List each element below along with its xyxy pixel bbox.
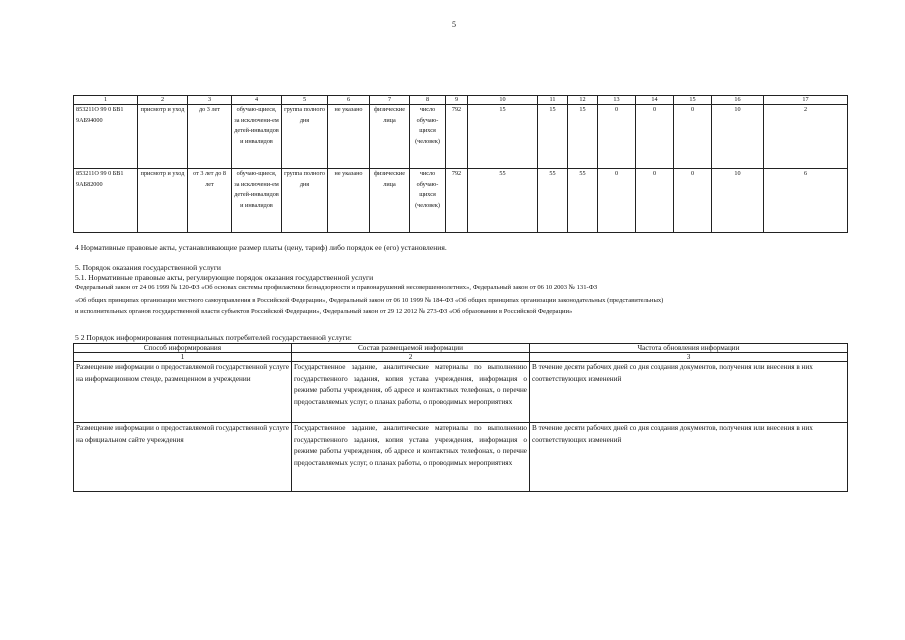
service-name: присмотр и уход [138,105,188,169]
value-year-3: 15 [568,105,598,169]
service-name: присмотр и уход [138,169,188,233]
condition: не указано [328,169,370,233]
column-number: 3 [188,96,232,105]
column-number: 1 [74,96,138,105]
page-number: 5 [452,20,456,29]
table-header-row [74,96,848,105]
value-year-1: 15 [468,105,538,169]
table-row [74,423,848,492]
value-year-3: 55 [568,169,598,233]
indicators-table [73,95,848,233]
age-group: от 3 лет до 8 лет [188,169,232,233]
stay-mode: группа полного дня [282,105,328,169]
information-content: Государственное задание, аналитические материалы по выполнению государственного задания, копия устава учреждения, информация о режиме работы учреждения, об адресе и контактных телефонах, о перечне предоставляемых услуг, о планах работы, о проводимых мероприятиях [292,423,530,492]
informing-table [73,343,848,492]
column-number: 13 [598,96,636,105]
deviation-absolute: 2 [764,105,848,169]
table-header-row [74,344,848,353]
law-text-line: Федеральный закон от 24 06 1999 № 120-ФЗ «Об основах системы профилактики безнадзорности и правонарушений несовершеннолетних», Федеральный закон от 06 10 2003 № 131-ФЗ [75,284,598,291]
column-number: 14 [636,96,674,105]
column-number: 9 [446,96,468,105]
section-4-heading: 4 Нормативные правовые акты, устанавливающие размер платы (цену, тариф) либо порядок ее (его) установления. [75,243,447,252]
age-group: до 3 лет [188,105,232,169]
fee-year-1: 0 [598,105,636,169]
update-frequency: В течение десяти рабочих дней со дня создания документов, получения или внесения в них соответствующих изменений [530,423,848,492]
okei-code: 792 [446,105,468,169]
consumer-category: обучаю-щиеся, за исключени-ем детей-инвалидов и инвалидов [232,105,282,169]
column-number: 1 [74,353,292,362]
okei-code: 792 [446,169,468,233]
column-header: Способ информирования [74,344,292,353]
value-year-1: 55 [468,169,538,233]
indicator-name: число обучаю-щихся (человек) [410,105,446,169]
column-number: 16 [712,96,764,105]
section-5-1-heading: 5.1. Нормативные правовые акты, регулирующие порядок оказания государственной услуги [75,273,374,282]
column-number: 6 [328,96,370,105]
fee-year-2: 0 [636,169,674,233]
indicator-name: число обучаю-щихся (человек) [410,169,446,233]
stay-mode: группа полного дня [282,169,328,233]
registry-code: 853211О 99 0 БВ1 9АБ82000 [74,169,138,233]
column-number: 15 [674,96,712,105]
column-number: 10 [468,96,538,105]
law-text-line: и исполнительных органов государственной власти субъектов Российской Федерации», Федеральный закон от 29 12 2012 № 273-ФЗ «Об образовании в Российской Федерации» [75,308,573,315]
column-header: Состав размещаемой информации [292,344,530,353]
fee-year-2: 0 [636,105,674,169]
column-number: 8 [410,96,446,105]
column-number: 2 [138,96,188,105]
table-row [74,362,848,423]
informing-method: Размещение информации о предоставляемой государственной услуге на информационном стенде, размещенном в учреждении [74,362,292,423]
value-year-2: 15 [538,105,568,169]
table-row [74,169,848,233]
column-number: 17 [764,96,848,105]
table-number-row [74,353,848,362]
column-number: 2 [292,353,530,362]
column-number: 5 [282,96,328,105]
column-number: 12 [568,96,598,105]
deviation-percent: 10 [712,169,764,233]
table-row [74,105,848,169]
deviation-percent: 10 [712,105,764,169]
column-number: 4 [232,96,282,105]
consumer-type: физические лица [370,169,410,233]
fee-year-3: 0 [674,169,712,233]
fee-year-1: 0 [598,169,636,233]
consumer-type: физические лица [370,105,410,169]
law-text-line: «Об общих принципах организации местного самоуправления в Российской Федерации», Федеральный закон от 06 10 1999 № 184-ФЗ «Об общих принципах организации законодательных (представительных) [75,297,664,304]
value-year-2: 55 [538,169,568,233]
condition: не указано [328,105,370,169]
section-5-2-heading: 5 2 Порядок информирования потенциальных потребителей государственной услуги: [75,333,352,342]
informing-method: Размещение информации о предоставляемой государственной услуге на официальном сайте учреждения [74,423,292,492]
column-number: 11 [538,96,568,105]
consumer-category: обучаю-щиеся, за исключени-ем детей-инвалидов и инвалидов [232,169,282,233]
information-content: Государственное задание, аналитические материалы по выполнению государственного задания, копия устава учреждения, информация о режиме работы учреждения, об адресе и контактных телефонах, о перечне предоставляемых услуг, о планах работы, о проводимых мероприятиях [292,362,530,423]
column-number: 7 [370,96,410,105]
fee-year-3: 0 [674,105,712,169]
deviation-absolute: 6 [764,169,848,233]
column-header: Частота обновления информации [530,344,848,353]
update-frequency: В течение десяти рабочих дней со дня создания документов, получения или внесения в них соответствующих изменений [530,362,848,423]
column-number: 3 [530,353,848,362]
registry-code: 853211О 99 0 БВ1 9АБ94000 [74,105,138,169]
section-5-heading: 5. Порядок оказания государственной услуги [75,263,221,272]
